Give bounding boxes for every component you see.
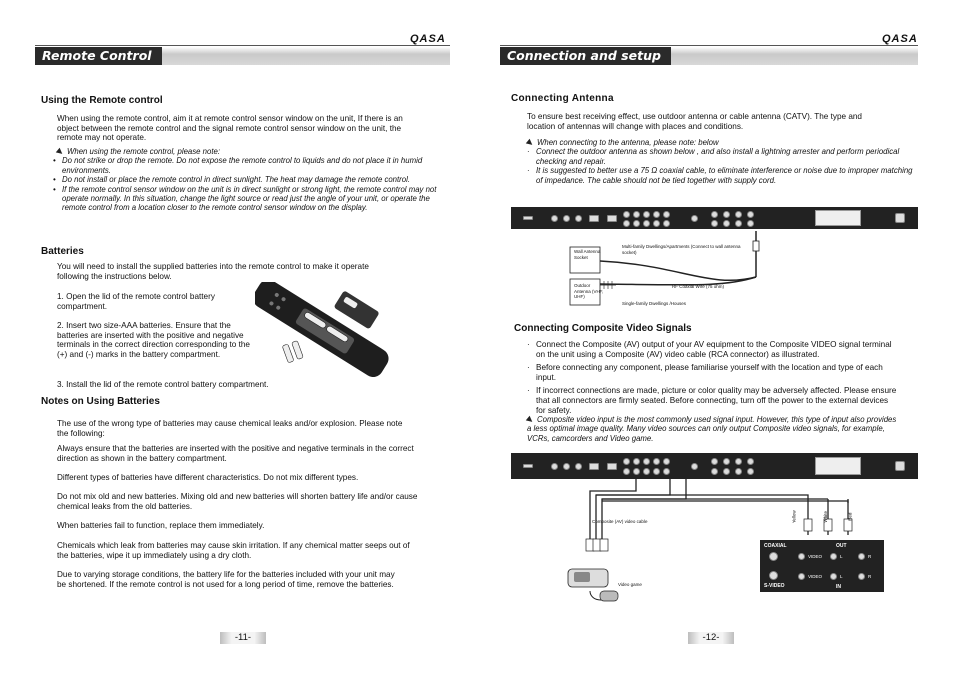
note-item: • Do not strike or drop the remote. Do not expose the remote control to liquids and do not place it in humid environments. (53, 156, 437, 175)
antenna-paragraph: To ensure best receiving effect, use outdoor antenna or cable antenna (CATV). The type and location of antennas will change with places and conditions. (527, 112, 862, 131)
l-label: L (840, 574, 843, 579)
r-label: R (868, 554, 872, 559)
battery-paragraph: Chemicals which leak from batteries may cause skin irritation. If any chemical matter seeps out of the batteries, wipe it up immediately using a dry cloth. (57, 541, 410, 560)
video-game-label: Video game (618, 582, 642, 587)
svideo-label: S-VIDEO (764, 583, 785, 589)
antenna-note-item: · It is suggested to better use a 75 Ω coaxial cable, to eliminate interference or noise due to improper matching of impedance. The cable should not be tied together with supply cord. (527, 166, 917, 185)
coaxial-label: COAXIAL (764, 543, 787, 549)
using-heading: Using the Remote control (41, 95, 163, 106)
using-paragraph: When using the remote control, aim it at remote control sensor window on the unit, If there is an object between the remote control and the signal remote control sensor window on the unit, the remote may not operate. (57, 114, 403, 143)
tv-back-panel (511, 207, 918, 229)
section-title: Remote Control (35, 47, 162, 65)
composite-note (527, 415, 897, 443)
remote-notes (57, 147, 437, 213)
video-label: VIDEO (808, 554, 823, 559)
note-arrow-icon (526, 416, 534, 424)
composite-point: · If incorrect connections are made, picture or color quality may be adversely affected. Please ensure that all connectors are firmly seated. Before connecting, turn off the power to the external devices for safety. (527, 386, 899, 415)
yellow-label: Yellow (791, 510, 797, 524)
single-family-label: Single-family Dwellings /Houses (622, 301, 687, 306)
remote-battery-illustration (255, 282, 395, 380)
batteries-paragraph: You will need to install the supplied batteries into the remote control to make it operate following the instructions below. (57, 262, 369, 281)
battery-paragraph: When batteries fail to function, replace them immediately. (57, 521, 265, 530)
section-title: Connection and setup (500, 47, 671, 65)
note-item: • Do not install or place the remote control in direct sunlight. The heat may damage the remote control. (53, 175, 437, 184)
note-arrow-icon (56, 148, 64, 156)
header-rule (500, 45, 918, 46)
page-number: -11- (220, 632, 266, 644)
section-header (500, 47, 918, 65)
battery-paragraph: Due to varying storage conditions, the battery life for the batteries included with your unit may be shortened. If the remote control is not used for a long period of time, remove the batteries. (57, 570, 395, 589)
white-label: White (823, 510, 829, 523)
step-2: 2. Insert two size-AAA batteries. Ensure that the batteries are inserted with the positive and negative terminals in the correct direction corresponding to the (+) and (-) marks in the battery compartment. (57, 321, 250, 359)
outdoor-antenna-label: Outdoor Antenna (VHF, UHF) (574, 283, 604, 299)
rf-cable-label: RF Coaxial Wire (75 ohm) (672, 284, 725, 289)
battery-paragraph: Different types of batteries have different characteristics. Do not mix different types. (57, 473, 359, 482)
tv-back-panel (511, 453, 918, 479)
battery-paragraph: Do not mix old and new batteries. Mixing old and new batteries will shorten battery life and/or cause chemical leaks from the old batteries. (57, 492, 418, 511)
battery-paragraph: The use of the wrong type of batteries may cause chemical leaks and/or explosion. Please note the following: (57, 419, 403, 438)
r-label: R (868, 574, 872, 579)
out-label: OUT (836, 543, 847, 549)
brand-logo: QASA (882, 33, 918, 45)
antenna-heading: Connecting Antenna (511, 93, 614, 104)
av-input-panel (760, 540, 884, 592)
composite-point: · Before connecting any component, please familiarise yourself with the location and type of each input. (527, 363, 899, 382)
red-label: Red (847, 512, 853, 521)
note-intro: When using the remote control, please note: (67, 147, 220, 156)
batteries-heading: Batteries (41, 246, 84, 257)
page-number: -12- (688, 632, 734, 644)
note-item: • If the remote control sensor window on the unit is in direct sunlight or strong light, the remote control may not operate normally. In this situation, change the light source or read just the angle of your unit, or operate the remote control from a location closer to the remote control sensor window on the display. (53, 185, 437, 213)
l-label: L (840, 554, 843, 559)
wall-antenna-label: Wall Antenna Socket (574, 249, 601, 260)
composite-note-text: Composite video input is the most commonly used signal input. However, this type of input also provides a less optimal image quality. Many video sources can only output Composite video signals, for example, VCRs, camcorders and Video game. (527, 415, 897, 443)
notes-heading: Notes on Using Batteries (41, 396, 160, 407)
in-label: IN (836, 584, 841, 590)
composite-cable-label: Composite (AV) video cable (592, 519, 648, 524)
battery-paragraph: Always ensure that the batteries are inserted with the positive and negative terminals in the correct direction as shown in the battery compartment. (57, 444, 414, 463)
composite-points (527, 340, 899, 415)
antenna-note-item: · Connect the outdoor antenna as shown below , and also install a lightning arrester and perform periodical checking and repair. (527, 147, 917, 166)
step-3: 3. Install the lid of the remote control battery compartment. (57, 380, 269, 389)
multi-family-label: Multi-family Dwellings/Apartments (Connect to wall antenna socket) (622, 244, 741, 255)
header-rule (35, 45, 450, 46)
brand-logo: QASA (410, 33, 446, 45)
antenna-note-intro: When connecting to the antenna, please note: below (537, 138, 719, 147)
composite-point: · Connect the Composite (AV) output of your AV equipment to the Composite VIDEO signal terminal on the unit using a Composite (AV) video cable (RCA connector) as illustrated. (527, 340, 899, 359)
step-1: 1. Open the lid of the remote control battery compartment. (57, 292, 215, 311)
video-label: VIDEO (808, 574, 823, 579)
composite-heading: Connecting Composite Video Signals (514, 323, 692, 334)
note-arrow-icon (526, 139, 534, 147)
section-header (35, 47, 450, 65)
antenna-notes (527, 138, 917, 185)
